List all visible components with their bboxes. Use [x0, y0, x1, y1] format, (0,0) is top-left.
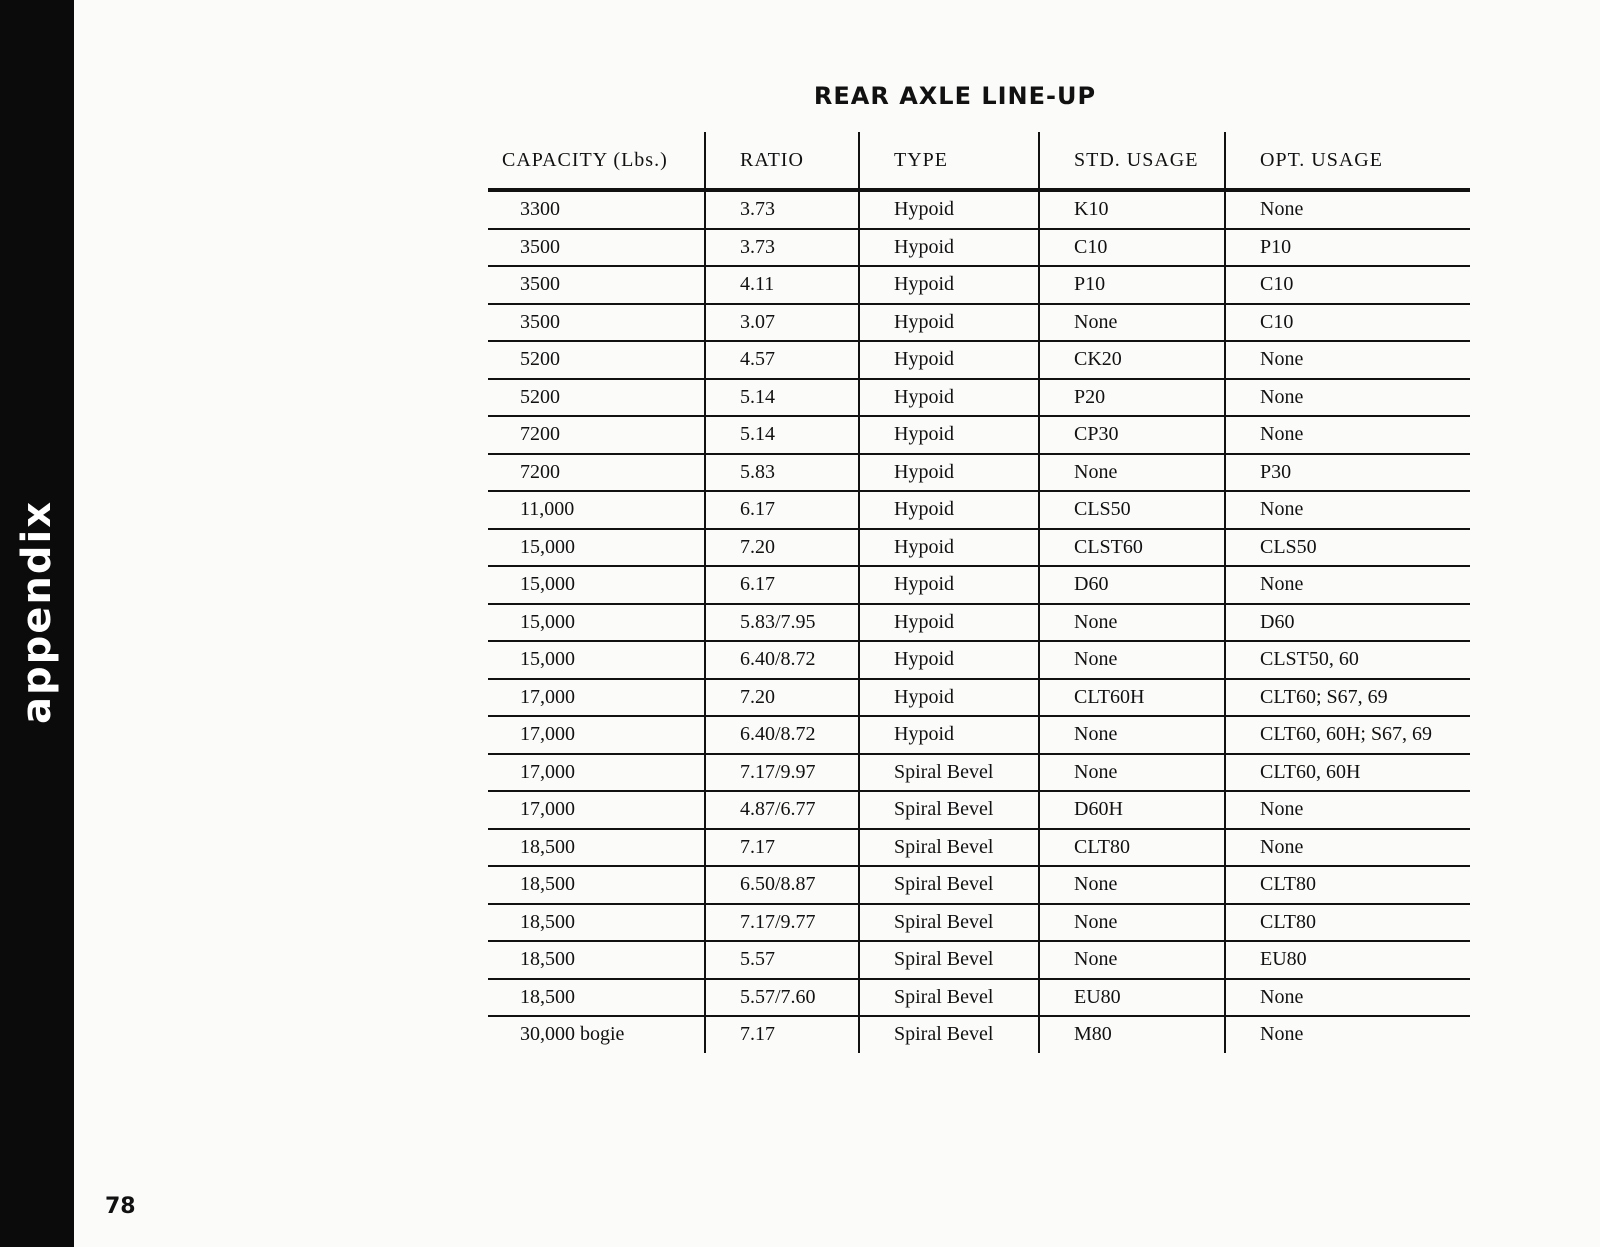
cell-type: Hypoid [859, 604, 1039, 642]
cell-opt-usage: None [1225, 566, 1470, 604]
cell-std-usage: None [1039, 866, 1225, 904]
cell-type: Spiral Bevel [859, 791, 1039, 829]
cell-std-usage: D60 [1039, 566, 1225, 604]
table-row [488, 679, 1470, 717]
header-capacity: CAPACITY (Lbs.) [488, 132, 705, 190]
cell-std-usage: EU80 [1039, 979, 1225, 1017]
header-ratio: RATIO [705, 132, 859, 190]
table-row [488, 379, 1470, 417]
cell-opt-usage: None [1225, 416, 1470, 454]
cell-type: Hypoid [859, 716, 1039, 754]
cell-ratio: 5.14 [705, 379, 859, 417]
cell-type: Spiral Bevel [859, 866, 1039, 904]
table-row [488, 341, 1470, 379]
cell-type: Hypoid [859, 341, 1039, 379]
cell-std-usage: None [1039, 716, 1225, 754]
cell-capacity: 3300 [488, 190, 705, 229]
cell-opt-usage: CLT80 [1225, 866, 1470, 904]
cell-ratio: 6.40/8.72 [705, 641, 859, 679]
cell-std-usage: None [1039, 604, 1225, 642]
table-row [488, 266, 1470, 304]
cell-ratio: 4.11 [705, 266, 859, 304]
table-row [488, 529, 1470, 567]
rear-axle-table [488, 132, 1470, 1053]
cell-opt-usage: CLT60, 60H; S67, 69 [1225, 716, 1470, 754]
table-row [488, 791, 1470, 829]
cell-std-usage: CLST60 [1039, 529, 1225, 567]
cell-std-usage: None [1039, 641, 1225, 679]
cell-type: Hypoid [859, 379, 1039, 417]
cell-std-usage: M80 [1039, 1016, 1225, 1053]
cell-capacity: 7200 [488, 454, 705, 492]
cell-type: Hypoid [859, 454, 1039, 492]
cell-ratio: 7.20 [705, 679, 859, 717]
cell-ratio: 3.73 [705, 229, 859, 267]
page-number: 78 [105, 1194, 136, 1219]
cell-type: Hypoid [859, 529, 1039, 567]
cell-capacity: 3500 [488, 304, 705, 342]
page-title: REAR AXLE LINE-UP [813, 82, 1097, 110]
cell-std-usage: None [1039, 304, 1225, 342]
cell-std-usage: None [1039, 754, 1225, 792]
table-row [488, 866, 1470, 904]
cell-capacity: 18,500 [488, 979, 705, 1017]
cell-type: Hypoid [859, 566, 1039, 604]
cell-opt-usage: C10 [1225, 266, 1470, 304]
table-row [488, 979, 1470, 1017]
cell-type: Hypoid [859, 491, 1039, 529]
cell-ratio: 5.83 [705, 454, 859, 492]
table-row [488, 190, 1470, 229]
cell-ratio: 6.40/8.72 [705, 716, 859, 754]
cell-capacity: 17,000 [488, 716, 705, 754]
appendix-sidebar [0, 0, 74, 1247]
cell-opt-usage: None [1225, 379, 1470, 417]
cell-std-usage: C10 [1039, 229, 1225, 267]
cell-ratio: 7.17/9.97 [705, 754, 859, 792]
cell-capacity: 7200 [488, 416, 705, 454]
cell-capacity: 30,000 bogie [520, 1023, 625, 1046]
table-row [488, 829, 1470, 867]
cell-type: Hypoid [859, 190, 1039, 229]
cell-capacity: 5200 [488, 341, 705, 379]
cell-ratio: 3.73 [705, 190, 859, 229]
cell-capacity: 17,000 [488, 791, 705, 829]
table-row [488, 1016, 1470, 1053]
cell-type: Hypoid [859, 266, 1039, 304]
cell-opt-usage: P10 [1225, 229, 1470, 267]
table-row [488, 454, 1470, 492]
cell-ratio: 3.07 [705, 304, 859, 342]
cell-opt-usage: EU80 [1225, 941, 1470, 979]
cell-capacity: 3500 [488, 229, 705, 267]
cell-type: Spiral Bevel [859, 829, 1039, 867]
cell-capacity: 17,000 [488, 679, 705, 717]
cell-ratio: 4.57 [705, 341, 859, 379]
cell-opt-usage: None [1225, 1016, 1470, 1053]
cell-ratio: 7.17 [705, 829, 859, 867]
table-row [488, 304, 1470, 342]
cell-opt-usage: CLST50, 60 [1225, 641, 1470, 679]
table-row [488, 754, 1470, 792]
cell-ratio: 6.17 [705, 566, 859, 604]
cell-std-usage: CLT60H [1039, 679, 1225, 717]
cell-ratio: 5.57 [705, 941, 859, 979]
table-row [488, 566, 1470, 604]
cell-ratio: 5.57/7.60 [705, 979, 859, 1017]
cell-std-usage: K10 [1039, 190, 1225, 229]
cell-ratio: 7.20 [705, 529, 859, 567]
cell-std-usage: CP30 [1039, 416, 1225, 454]
header-type: TYPE [859, 132, 1039, 190]
header-opt-usage: OPT. USAGE [1225, 132, 1470, 190]
table-row [488, 641, 1470, 679]
cell-capacity: 15,000 [488, 641, 705, 679]
cell-opt-usage: CLT60; S67, 69 [1225, 679, 1470, 717]
cell-opt-usage: None [1225, 341, 1470, 379]
cell-opt-usage: CLT60, 60H [1225, 754, 1470, 792]
cell-ratio: 4.87/6.77 [705, 791, 859, 829]
cell-type: Hypoid [859, 679, 1039, 717]
cell-capacity: 17,000 [488, 754, 705, 792]
cell-ratio: 7.17 [705, 1016, 859, 1053]
cell-type: Spiral Bevel [859, 904, 1039, 942]
cell-type: Spiral Bevel [859, 754, 1039, 792]
sidebar-label: appendix [14, 499, 60, 725]
cell-capacity: 15,000 [488, 604, 705, 642]
cell-std-usage: CLS50 [1039, 491, 1225, 529]
cell-ratio: 5.83/7.95 [705, 604, 859, 642]
cell-opt-usage: None [1225, 979, 1470, 1017]
cell-ratio: 7.17/9.77 [705, 904, 859, 942]
header-std-usage: STD. USAGE [1039, 132, 1225, 190]
cell-capacity: 18,500 [488, 941, 705, 979]
cell-opt-usage: D60 [1225, 604, 1470, 642]
cell-type: Hypoid [859, 229, 1039, 267]
cell-opt-usage: CLS50 [1225, 529, 1470, 567]
cell-std-usage: D60H [1039, 791, 1225, 829]
cell-std-usage: None [1039, 941, 1225, 979]
cell-opt-usage: C10 [1225, 304, 1470, 342]
cell-std-usage: CK20 [1039, 341, 1225, 379]
cell-capacity: 11,000 [488, 491, 705, 529]
table-header-row [488, 132, 1470, 190]
cell-capacity: 18,500 [488, 904, 705, 942]
cell-capacity: 15,000 [488, 566, 705, 604]
cell-type: Hypoid [859, 641, 1039, 679]
table-row [488, 941, 1470, 979]
cell-opt-usage: P30 [1225, 454, 1470, 492]
cell-opt-usage: None [1225, 491, 1470, 529]
cell-ratio: 6.17 [705, 491, 859, 529]
table-row [488, 229, 1470, 267]
cell-std-usage: P10 [1039, 266, 1225, 304]
table-row [488, 416, 1470, 454]
cell-type: Spiral Bevel [859, 1016, 1039, 1053]
table-row [488, 904, 1470, 942]
cell-capacity: 5200 [488, 379, 705, 417]
cell-capacity: 18,500 [488, 829, 705, 867]
cell-ratio: 6.50/8.87 [705, 866, 859, 904]
cell-opt-usage: None [1225, 190, 1470, 229]
table-row [488, 604, 1470, 642]
table-row [488, 716, 1470, 754]
cell-type: Spiral Bevel [859, 941, 1039, 979]
table-row [488, 491, 1470, 529]
cell-capacity: 3500 [488, 266, 705, 304]
cell-type: Spiral Bevel [859, 979, 1039, 1017]
cell-type: Hypoid [859, 304, 1039, 342]
cell-std-usage: None [1039, 904, 1225, 942]
cell-std-usage: CLT80 [1039, 829, 1225, 867]
cell-capacity: 15,000 [488, 529, 705, 567]
cell-std-usage: None [1039, 454, 1225, 492]
cell-std-usage: P20 [1039, 379, 1225, 417]
cell-opt-usage: None [1225, 791, 1470, 829]
cell-opt-usage: CLT80 [1225, 904, 1470, 942]
cell-ratio: 5.14 [705, 416, 859, 454]
cell-opt-usage: None [1225, 829, 1470, 867]
cell-capacity: 18,500 [488, 866, 705, 904]
cell-type: Hypoid [859, 416, 1039, 454]
